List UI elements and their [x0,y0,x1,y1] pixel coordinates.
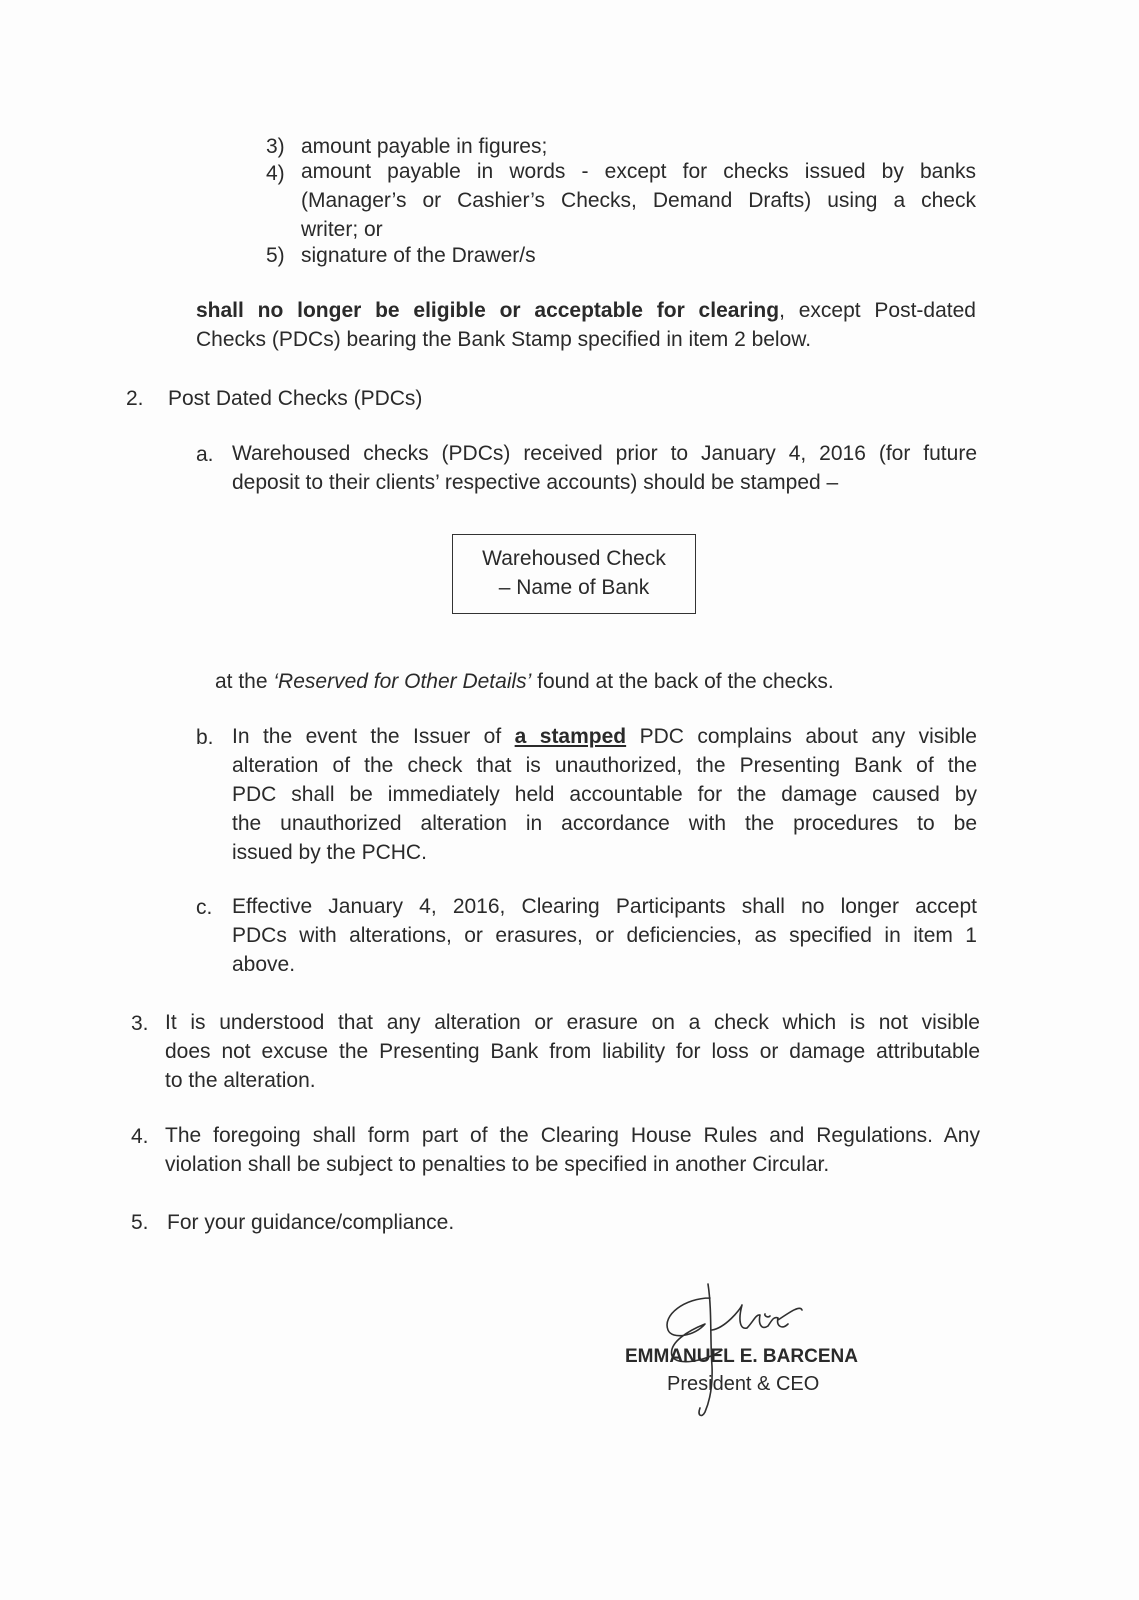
item-2b-underlined: a stamped [514,725,627,748]
item-2-number: 2. [126,387,144,410]
list-number-3: 3) [266,135,285,158]
item-3-line-1: It is understood that any alteration or erasure on a check which is not visible [165,1011,980,1034]
list-item-4-line-2: (Manager’s or Cashier’s Checks, Demand Drafts) using a check [301,189,976,212]
item-2b-prefix: In the event the Issuer of [232,725,515,748]
item-2b-line-5: issued by the PCHC. [232,841,427,864]
clearing-paragraph-line-1 [196,296,976,325]
item-5-number: 5. [131,1211,149,1234]
item-2b-line-3: PDC shall be immediately held accountable for the damage caused by [232,783,977,806]
item-2b-line-2: alteration of the check that is unauthorized, the Presenting Bank of the [232,754,977,777]
item-2c-line-2: PDCs with alterations, or erasures, or deficiencies, as specified in item 1 [232,924,977,947]
warehoused-check-stamp [452,534,696,614]
item-2a-line-2: deposit to their clients’ respective accounts) should be stamped – [232,471,839,494]
clearing-rest-text: , except Post-dated [779,299,976,322]
item-3-text [165,1008,980,1095]
item-2c-line-3: above. [232,953,296,976]
list-item-3-text: amount payable in figures; [301,135,548,158]
item-2-heading: Post Dated Checks (PDCs) [168,387,423,410]
item-2b-text [232,722,977,867]
stamp-location-suffix: found at the back of the checks. [531,670,834,693]
stamp-line-1: Warehoused Check [482,547,666,570]
item-2b-line-4: the unauthorized alteration in accordance with the procedures to be [232,812,977,835]
list-item-4-line-3: writer; or [301,218,383,241]
item-2a-letter: a. [196,443,214,466]
stamp-location-prefix: at the [215,670,274,693]
item-2b-line-1-rest: PDC complains about any visible [626,725,977,748]
item-2a-text [232,439,977,497]
item-4-text [165,1121,980,1179]
signatory-title: President & CEO [667,1373,820,1395]
clearing-paragraph-line-2: Checks (PDCs) bearing the Bank Stamp specified in item 2 below. [196,328,812,351]
stamp-location-italic: ‘Reserved for Other Details’ [273,670,532,693]
item-2c-line-1: Effective January 4, 2016, Clearing Participants shall no longer accept [232,895,977,918]
handwritten-signature [650,1270,830,1420]
item-5-text: For your guidance/compliance. [167,1211,455,1234]
item-4-line-2: violation shall be subject to penalties to be specified in another Circular. [165,1153,830,1176]
item-3-line-2: does not excuse the Presenting Bank from liability for loss or damage attributable [165,1040,980,1063]
list-number-5: 5) [266,244,285,267]
item-4-number: 4. [131,1125,149,1148]
item-2c-letter: c. [196,896,213,919]
item-4-line-1: The foregoing shall form part of the Clearing House Rules and Regulations. Any [165,1124,980,1147]
list-item-4-line-1: amount payable in words - except for checks issued by banks [301,160,976,183]
clearing-paragraph [196,296,976,354]
stamp-location-text [215,667,834,696]
item-3-number: 3. [131,1012,149,1035]
stamp-line-2: – Name of Bank [498,576,650,599]
signatory-name: EMMANUEL E. BARCENA [625,1346,858,1367]
item-3-line-3: to the alteration. [165,1069,316,1092]
list-item-4-text [301,157,976,244]
item-2a-line-1: Warehoused checks (PDCs) received prior to January 4, 2016 (for future [232,442,977,465]
list-item-5-text: signature of the Drawer/s [301,244,536,267]
clearing-bold-text: shall no longer be eligible or acceptable for clearing [196,299,780,322]
list-number-4: 4) [266,162,285,185]
item-2b-line-1 [232,722,977,751]
item-2b-letter: b. [196,726,214,749]
item-2c-text [232,892,977,979]
